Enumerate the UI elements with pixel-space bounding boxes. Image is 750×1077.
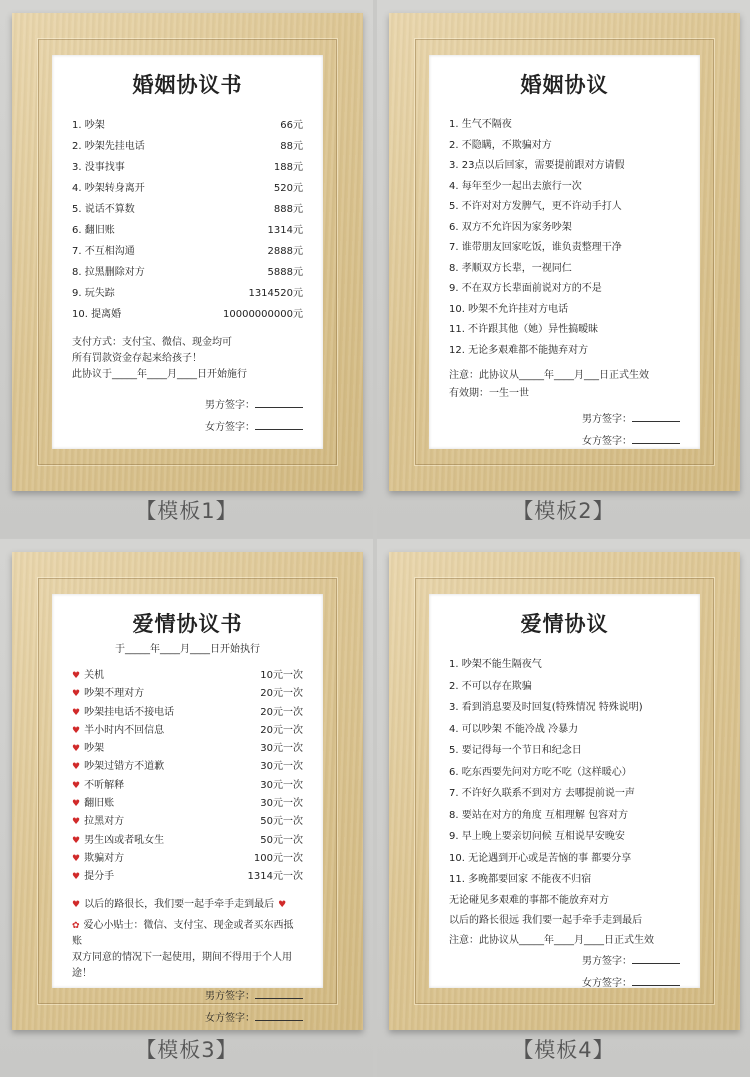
- penalty-label: 4. 吵架转身离开: [72, 183, 145, 194]
- clause-item: 6. 双方不允许因为家务吵架: [449, 221, 572, 233]
- penalty-row: [72, 777, 303, 795]
- penalty-amount: 1314520元: [248, 288, 303, 299]
- signature-label: 男方签字：: [205, 990, 255, 1002]
- clause-item: 8. 要站在对方的角度 互相理解 包容对方: [449, 809, 629, 821]
- bow-icon: ✿: [72, 920, 80, 931]
- agreement-title: 爱情协议: [520, 611, 609, 636]
- signature-blank: [255, 420, 303, 430]
- penalty-label: 9. 玩失踪: [72, 288, 115, 299]
- penalty-row: [72, 667, 303, 685]
- penalty-amount: 50元一次: [260, 816, 303, 828]
- broken-heart-icon: ♥: [72, 817, 81, 828]
- clause-item: 5. 要记得每一个节日和纪念日: [449, 745, 582, 756]
- signature-block: [72, 986, 303, 1030]
- penalty-amount: 2888元: [267, 246, 303, 257]
- agreement-notes: [449, 367, 680, 403]
- clause-item: 10. 吵架不允许挂对方电话: [449, 303, 569, 315]
- penalty-label: 关机: [84, 670, 105, 681]
- signature-block: [449, 409, 680, 453]
- template-caption: 【模板3】: [135, 1038, 238, 1062]
- clause-item: 2. 不隐瞒，不欺骗对方: [449, 139, 552, 151]
- penalty-amount: 30元一次: [260, 779, 303, 791]
- signature-label: 男方签字：: [582, 414, 632, 425]
- penalty-label: 3. 没事找事: [72, 162, 125, 173]
- note-line: 注意：此协议从_____年____月____日正式生效: [449, 934, 654, 946]
- penalty-row: [72, 704, 303, 722]
- note-line: 注意：此协议从_____年____月___日正式生效: [449, 370, 649, 381]
- penalty-amount: 30元一次: [260, 798, 303, 810]
- broken-heart-icon: ♥: [72, 762, 81, 773]
- penalty-label: 1. 吵架: [72, 120, 105, 131]
- penalty-label: 10. 提离婚: [72, 309, 122, 320]
- penalty-label: 吵架: [84, 743, 105, 755]
- closing-line: [72, 895, 303, 910]
- clause-item: 9. 不在双方长辈面前说对方的不是: [449, 283, 602, 294]
- penalty-label: 男生凶或者吼女生: [84, 834, 165, 846]
- penalty-label: 2. 吵架先挂电话: [72, 141, 145, 152]
- broken-heart-icon: ♥: [72, 872, 81, 883]
- signature-blank: [255, 398, 303, 408]
- clause-item: 10. 无论遇到开心或是苦恼的事 都要分享: [449, 852, 632, 864]
- penalty-amount: 10000000000元: [223, 309, 303, 320]
- penalty-amount: 30元一次: [260, 743, 303, 755]
- broken-heart-icon: ♥: [72, 689, 81, 700]
- penalty-row: [72, 157, 303, 178]
- penalty-amount: 20元一次: [260, 688, 303, 700]
- signature-line: [449, 409, 680, 431]
- signature-blank: [255, 989, 303, 999]
- penalty-amount: 520元: [273, 183, 303, 194]
- template-caption: 【模板4】: [512, 1038, 615, 1062]
- template-2-panel: [377, 0, 750, 538]
- penalty-row: [72, 722, 303, 740]
- clause-item: 1. 吵架不能生隔夜气: [449, 659, 542, 670]
- clause-item: 9. 早上晚上要亲切问候 互相说早安晚安: [449, 831, 625, 842]
- note-line: 所有罚款资金存起来给孩子！: [72, 353, 202, 364]
- template-caption: 【模板1】: [135, 499, 238, 523]
- agreement-notes: [449, 891, 680, 951]
- penalty-row: [72, 868, 303, 886]
- penalty-amount: 66元: [280, 120, 303, 131]
- signature-blank: [632, 954, 680, 964]
- penalty-amount: 20元一次: [260, 724, 303, 736]
- penalty-row: [72, 136, 303, 157]
- signature-blank: [255, 1011, 303, 1021]
- clause-item: 7. 不许好久联系不到对方 去哪提前说一声: [449, 788, 635, 799]
- penalty-row: [72, 795, 303, 813]
- signature-block: [449, 951, 680, 995]
- broken-heart-icon: ♥: [72, 835, 81, 846]
- broken-heart-icon: ♥: [72, 799, 81, 810]
- penalty-label: 提分手: [84, 871, 115, 883]
- template-caption: 【模板2】: [512, 499, 615, 523]
- note-line: 无论碰见多艰难的事都不能放弃对方: [449, 894, 609, 906]
- wood-frame: [389, 552, 740, 1030]
- tip-block: [72, 918, 303, 982]
- penalty-label: 吵架不理对方: [84, 688, 145, 700]
- closing-text: 以后的路很长，我们要一起手牵手走到最后: [84, 898, 275, 910]
- clause-item: 4. 每年至少一起出去旅行一次: [449, 180, 582, 192]
- clause-item: 6. 吃东西要先问对方吃不吃（这样暖心）: [449, 766, 632, 778]
- penalty-label: 8. 拉黑删除对方: [72, 267, 145, 278]
- penalty-row: [72, 832, 303, 850]
- penalty-amount: 1314元: [267, 225, 303, 236]
- penalty-amount: 100元一次: [253, 852, 303, 864]
- broken-heart-icon: ♥: [72, 707, 81, 718]
- note-line: ✿ 爱心小贴士：微信、支付宝、现金或者买东西抵账: [72, 919, 294, 947]
- penalty-row: [72, 283, 303, 304]
- penalty-row: [72, 740, 303, 758]
- clause-item: 11. 不许跟其他（她）异性搞暧昧: [449, 324, 599, 335]
- penalty-row: [72, 850, 303, 868]
- penalty-label: 翻旧账: [84, 798, 115, 810]
- template-4-panel: [377, 539, 750, 1077]
- penalty-row: [72, 199, 303, 220]
- penalty-amount: 188元: [273, 162, 303, 173]
- template-1-panel: [0, 0, 373, 538]
- template-3-panel: [0, 539, 373, 1077]
- signature-label: 女方签字：: [205, 422, 255, 433]
- penalty-amount: 5888元: [267, 267, 303, 278]
- clause-item: 11. 多晚都要回家 不能夜不归宿: [449, 874, 592, 885]
- signature-label: 女方签字：: [582, 436, 632, 447]
- note-line: 此协议于_____年____月____日开始施行: [72, 369, 247, 380]
- signature-blank: [632, 412, 680, 422]
- penalty-amount: 88元: [280, 141, 303, 152]
- effective-date: 于_____年____月____日开始执行: [115, 644, 260, 655]
- heart-icon: ♥: [72, 899, 81, 910]
- penalty-label: 半小时内不回信息: [84, 724, 165, 736]
- signature-line: [72, 395, 303, 417]
- penalty-label: 吵架过错方不道歉: [84, 761, 165, 773]
- broken-heart-icon: ♥: [72, 780, 81, 791]
- clause-item: 8. 孝顺双方长辈，一视同仁: [449, 262, 572, 274]
- penalty-row: [72, 115, 303, 136]
- penalty-row: [72, 220, 303, 241]
- note-line: 以后的路长很远 我们要一起手牵手走到最后: [449, 914, 643, 926]
- note-line: 有效期：一生一世: [449, 388, 529, 399]
- penalty-row: [72, 262, 303, 283]
- signature-label: 男方签字：: [582, 955, 632, 967]
- agreement-paper: [52, 55, 323, 449]
- signature-line: [72, 986, 303, 1008]
- signature-block: [72, 395, 303, 439]
- clause-item: 1. 生气不隔夜: [449, 119, 512, 130]
- wood-frame: [12, 552, 363, 1030]
- penalty-row: [72, 758, 303, 776]
- agreement-title: 婚姻协议: [520, 72, 609, 97]
- penalty-label: 5. 说话不算数: [72, 204, 135, 215]
- agreement-notes: [72, 335, 303, 383]
- penalty-row: [72, 178, 303, 199]
- wood-frame: [12, 13, 363, 491]
- penalty-amount: 10元一次: [260, 670, 303, 681]
- agreement-title: 婚姻协议书: [132, 72, 243, 97]
- signature-label: 女方签字：: [205, 1012, 255, 1024]
- penalty-amount: 50元一次: [260, 834, 303, 846]
- broken-heart-icon: ♥: [72, 853, 81, 864]
- penalty-row: [72, 304, 303, 325]
- penalty-amount: 20元一次: [260, 706, 303, 718]
- clause-item: 5. 不许对对方发脾气，更不许动手打人: [449, 201, 622, 212]
- agreement-title: 爱情协议书: [132, 611, 243, 636]
- broken-heart-icon: ♥: [72, 725, 81, 736]
- penalty-amount: 1314元一次: [247, 871, 303, 883]
- signature-line: [449, 431, 680, 453]
- signature-line: [72, 1008, 303, 1030]
- signature-label: 女方签字：: [582, 977, 632, 989]
- agreement-paper: [429, 594, 700, 988]
- penalty-label: 6. 翻旧账: [72, 225, 115, 236]
- signature-line: [72, 417, 303, 439]
- signature-line: [449, 951, 680, 973]
- penalty-label: 7. 不互相沟通: [72, 246, 135, 257]
- heart-icon: ♥: [278, 899, 287, 910]
- signature-blank: [632, 976, 680, 986]
- penalty-row: [72, 813, 303, 831]
- signature-blank: [632, 434, 680, 444]
- agreement-paper: [52, 594, 323, 1024]
- clause-item: 2. 不可以存在欺骗: [449, 680, 532, 692]
- penalty-amount: 888元: [273, 204, 303, 215]
- penalty-amount: 30元一次: [260, 761, 303, 773]
- note-line: 支付方式：支付宝、微信、现金均可: [72, 337, 232, 348]
- signature-label: 男方签字：: [205, 400, 255, 411]
- penalty-label: 欺骗对方: [84, 852, 125, 864]
- penalty-label: 吵架挂电话不接电话: [84, 706, 175, 718]
- note-line: 双方同意的情况下一起使用，期间不得用于个人用途！: [72, 951, 292, 979]
- broken-heart-icon: ♥: [72, 744, 81, 755]
- penalty-label: 不听解释: [84, 779, 125, 791]
- penalty-row: [72, 241, 303, 262]
- clause-item: 12. 无论多艰难都不能抛弃对方: [449, 344, 589, 356]
- penalty-label: 拉黑对方: [84, 816, 125, 828]
- clause-item: 4. 可以吵架 不能冷战 冷暴力: [449, 723, 579, 735]
- signature-line: [449, 973, 680, 995]
- wood-frame: [389, 13, 740, 491]
- penalty-row: [72, 685, 303, 703]
- clause-item: 3. 看到消息要及时回复(特殊情况 特殊说明): [449, 702, 643, 713]
- clause-item: 7. 谁带朋友回家吃饭，谁负责整理干净: [449, 242, 622, 253]
- clause-item: 3. 23点以后回家，需要提前跟对方请假: [449, 160, 625, 171]
- broken-heart-icon: ♥: [72, 671, 81, 681]
- agreement-paper: [429, 55, 700, 449]
